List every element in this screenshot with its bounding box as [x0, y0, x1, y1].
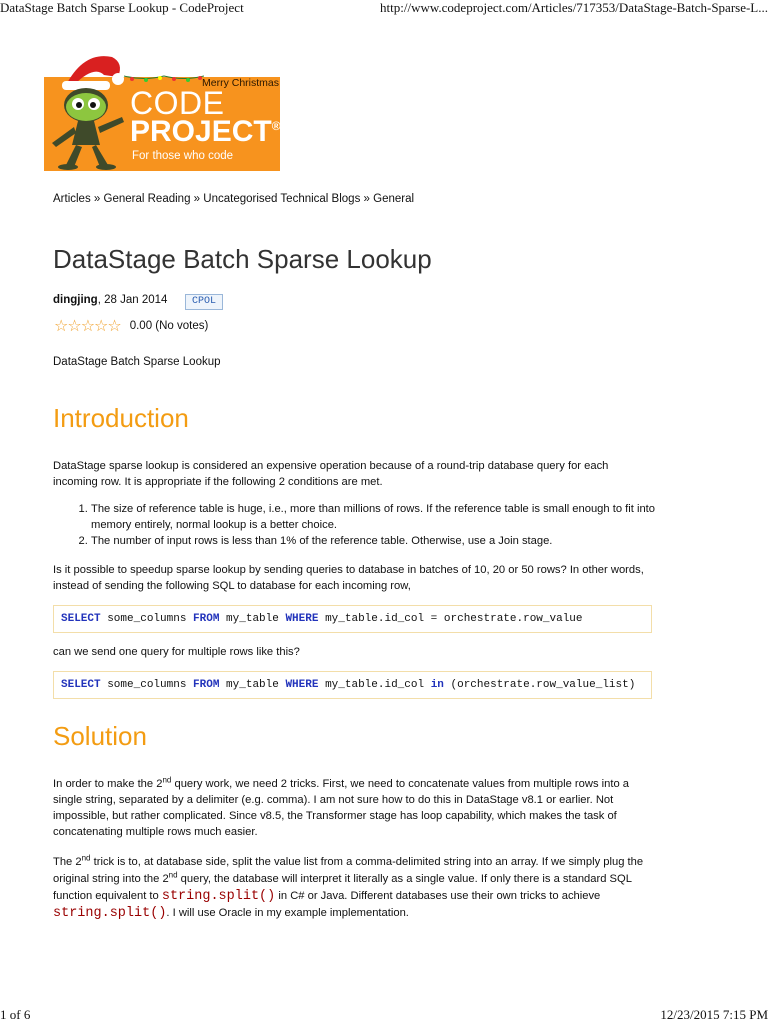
solution-heading: Solution	[53, 721, 147, 751]
solution-paragraph-2: The 2nd trick is to, at database side, split the value list from a comma-delimited string into an array. If we simply plug the original string into the 2nd query, the database will interpret it literally as a single value. If only there is a standard SQL function equivalent to string.split() in C# or Java. Different databases use their own tricks to achieve string.split(). I will use Oracle in my example implementation.	[53, 853, 644, 921]
rating	[54, 316, 208, 336]
breadcrumb-general-reading[interactable]: General Reading	[103, 193, 191, 205]
intro-paragraph-2: Is it possible to speedup sparse lookup by sending queries to database in batches of 10, 20 or 50 rows? In other words, instead of sending the following SQL to database for each incoming row,	[53, 564, 644, 592]
breadcrumb-separator: »	[363, 193, 370, 205]
rating-value: 0.00 (No votes)	[129, 320, 209, 332]
license-badge[interactable]: CPOL	[185, 294, 223, 310]
author-line	[53, 294, 167, 306]
author-name[interactable]: dingjing	[53, 294, 98, 306]
list-item: 1. The size of reference table is huge, i.e., more than millions of rows. If the reference table is small enough to fit into memory entirely, normal lookup is a better choice.	[91, 501, 671, 533]
code-block-2: SELECT some_columns FROM my_table WHERE my_table.id_col in (orchestrate.row_value_list)	[53, 671, 652, 699]
article-summary: DataStage Batch Sparse Lookup	[53, 356, 221, 368]
breadcrumb-separator: »	[193, 193, 201, 205]
inline-code-split: string.split()	[53, 906, 167, 921]
list-item: 2. The number of input rows is less than 1% of the reference table. Otherwise, use a Join stage.	[91, 533, 671, 549]
print-header-url: http://www.codeproject.com/Articles/717353/DataStage-Batch-Sparse-L...	[380, 0, 768, 15]
code-block-1: SELECT some_columns FROM my_table WHERE my_table.id_col = orchestrate.row_value	[53, 605, 652, 633]
intro-paragraph-3: can we send one query for multiple rows like this?	[53, 646, 300, 658]
print-header	[0, 0, 768, 18]
print-footer	[0, 1007, 768, 1024]
logo-code-text: CODE	[130, 85, 225, 121]
solution-paragraph-1: In order to make the 2nd query work, we need 2 tricks. First, we need to concatenate values from multiple rows into a single string, separated by a delimiter (e.g. comma). I am not sure how to do this in DataStage v8.1 or earlier. Not impossible, but rather complicated. Since v8.5, the Transformer stage has loop capability, which makes the task of concatenating multiple rows much easier.	[53, 775, 630, 838]
intro-paragraph-1: DataStage sparse lookup is considered an expensive operation because of a round-trip database query for each incoming row. It is appropriate if the following 2 conditions are met.	[53, 460, 609, 488]
print-datetime: 12/23/2015 7:15 PM	[660, 1007, 768, 1022]
page-number: 1 of 6	[0, 1007, 31, 1022]
logo-project-text: PROJECT®	[130, 115, 281, 148]
codeproject-logo[interactable]	[44, 47, 280, 171]
publish-date: , 28 Jan 2014	[97, 294, 168, 306]
rating-stars-icon[interactable]: ☆☆☆☆☆	[54, 318, 121, 335]
inline-code-split: string.split()	[161, 889, 276, 904]
breadcrumb	[53, 193, 414, 205]
breadcrumb-general[interactable]: General	[373, 193, 415, 205]
logo-tagline: For those who code	[132, 150, 234, 162]
print-header-title: DataStage Batch Sparse Lookup - CodeProject	[0, 0, 244, 15]
breadcrumb-articles[interactable]: Articles	[53, 193, 91, 205]
breadcrumb-uncategorised-blogs[interactable]: Uncategorised Technical Blogs	[203, 193, 361, 205]
page-title: DataStage Batch Sparse Lookup	[53, 244, 432, 274]
breadcrumb-separator: »	[93, 193, 101, 205]
bob-mascot-icon	[44, 47, 129, 171]
logo-merry-christmas: Merry Christmas	[202, 77, 280, 89]
introduction-heading: Introduction	[53, 403, 189, 433]
conditions-list	[71, 501, 671, 549]
christmas-lights-icon	[124, 73, 204, 83]
